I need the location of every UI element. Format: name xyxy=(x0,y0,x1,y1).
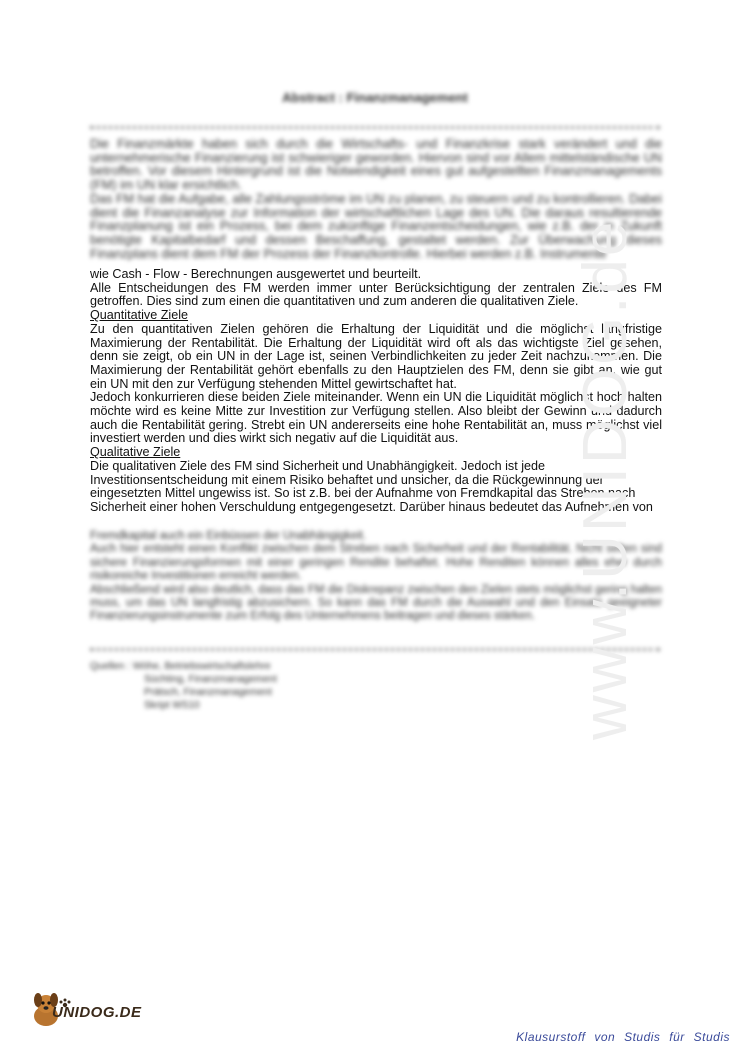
site-watermark: www.UNIDOG.de xyxy=(571,218,640,740)
sources-row-1 xyxy=(90,660,277,673)
tagline-word: von xyxy=(594,1030,616,1044)
footer-tagline xyxy=(516,1030,730,1044)
source-item: Prätsch, Finanzmanagement xyxy=(144,687,272,698)
heading-quantitative: Quantitative Ziele xyxy=(90,308,189,323)
intro-paragraph-2: Das FM hat die Aufgabe, alle Zahlungsströme im UN zu planen, zu steuern und zu kontrollieren. Dabei dient die Finanzanalyse zur Information der wirtschaftlichen Lage des UN. Die daraus resultierende Finanzplanung ist ein Prozess, bei dem zukünftige Finanzentscheidungen, wie z.B. der in Zukunft benötigte Kapitalbedarf und dessen Beschaffung, gestaltet werden. Zur Überwachung dieses Finanzplans dient dem FM der Prozess der Finanzkontrolle. Hierbei werden z.B. Instrumente xyxy=(90,191,662,261)
decisions-paragraph: Alle Entscheidungen des FM werden immer unter Berücksichtigung der zentralen Ziele des FM getroffen. Dies sind zum einen die quantitativen und zum anderen die qualitativen Ziele. xyxy=(90,280,662,309)
outro-paragraph-2: Auch hier entsteht einen Konflikt zwischen dem Streben nach Sicherheit und der Rentabilität. Nicht selten sind sichere Finanzierungsformen mit einer geringen Rendite behaftet. Hohe Renditen können alles eher durch risikoreiche Investitionen erreicht werden. xyxy=(90,543,662,583)
tagline-word: Studis xyxy=(624,1030,661,1044)
quantitative-paragraph-2: Jedoch konkurrieren diese beiden Ziele miteinander. Wenn ein UN die Liquidität möglichst hoch halten möchte wird es keine Mitte zur Investition zur Verfügung stellen. Also bleibt der Gewinn und dadurch auch die Rentabilität gering. Strebt ein UN andererseits eine hohe Rentabilität an, muss möglichst viel investiert werden und dies wirkt sich negativ auf die Liquidität aus. xyxy=(90,390,662,446)
document-title: Abstract : Finanzmanagement xyxy=(282,90,468,105)
top-divider xyxy=(90,126,660,129)
cash-flow-line: wie Cash - Flow - Berechnungen ausgewertet und beurteilt. xyxy=(90,267,422,281)
qualitative-line-2: Investitionsentscheidung mit einem Risiko behaftet und unsicher, da die Rückgewinnung der xyxy=(90,472,604,487)
outro-paragraph-3: Abschließend wird also deutlich, dass das FM die Diskrepanz zwischen den Zielen stets möglichst gering halten muss, um das UN langfristig abzusichern. So kann das FM durch die Auswahl und den Einsatz geeigneter Finanzierungsinstrumente zum Erfolg des Unternehmens beitragen und dieses stärken. xyxy=(90,583,662,623)
heading-qualitative: Qualitative Ziele xyxy=(90,445,181,460)
qualitative-line-1: Die qualitativen Ziele des FM sind Sicherheit und Unabhängigkeit. Jedoch ist jede xyxy=(90,458,546,473)
source-item: Skript WS10 xyxy=(144,700,200,711)
logo-text[interactable]: UNIDOG.DE xyxy=(52,1004,142,1021)
quantitative-paragraph-1: Zu den quantitativen Zielen gehören die Erhaltung der Liquidität und die möglichst langfristige Maximierung der Rentabilität. Die Erhaltung der Liquidität wird oft als das wichtigste Ziel gesehen, denn sie zeigt, ob ein UN in der Lage ist, seinen Verbindlichkeiten zu jeder Zeit nachzukommen. Die Maximierung der Rentabilität gehört ebenfalls zu den Hauptzielen des FM, denn sie gibt an, wie gut ein UN mit den zur Verfügung stehenden Mittel gewirtschaftet hat. xyxy=(90,321,662,391)
intro-paragraph-1: Die Finanzmärkte haben sich durch die Wirtschafts- und Finanzkrise stark verändert und die unternehmerische Finanzierung ist schwieriger geworden. Hiervon sind vor Allem mittelständische UN betroffen. Vor diesem Hintergrund ist die Notwendigkeit eines gut aufgestellten Finanzmanagements (FM) im UN klar ersichtlich. xyxy=(90,137,662,193)
outro-paragraph-1: Fremdkapital auch ein Einbüssen der Unabhängigkeit. xyxy=(90,530,367,542)
tagline-word: für xyxy=(669,1030,685,1044)
sources-list xyxy=(90,660,277,712)
qualitative-line-4: Sicherheit einer hohen Verschuldung entgegengesetzt. Darüber hinaus bedeutet das Aufnehmen von xyxy=(90,499,653,514)
tagline-word: Klausurstoff xyxy=(516,1030,586,1044)
qualitative-line-3: eingesetzten Mittel ungewiss ist. So ist z.B. bei der Aufnahme von Fremdkapital das Streben nach xyxy=(90,486,636,501)
tagline-word: Studis xyxy=(693,1030,730,1044)
sources-label: Quellen : xyxy=(90,661,131,672)
source-item: Wöhe, Betriebswirtschaftslehre xyxy=(132,661,271,672)
source-item: Süchting, Finanzmanagement xyxy=(144,674,277,685)
